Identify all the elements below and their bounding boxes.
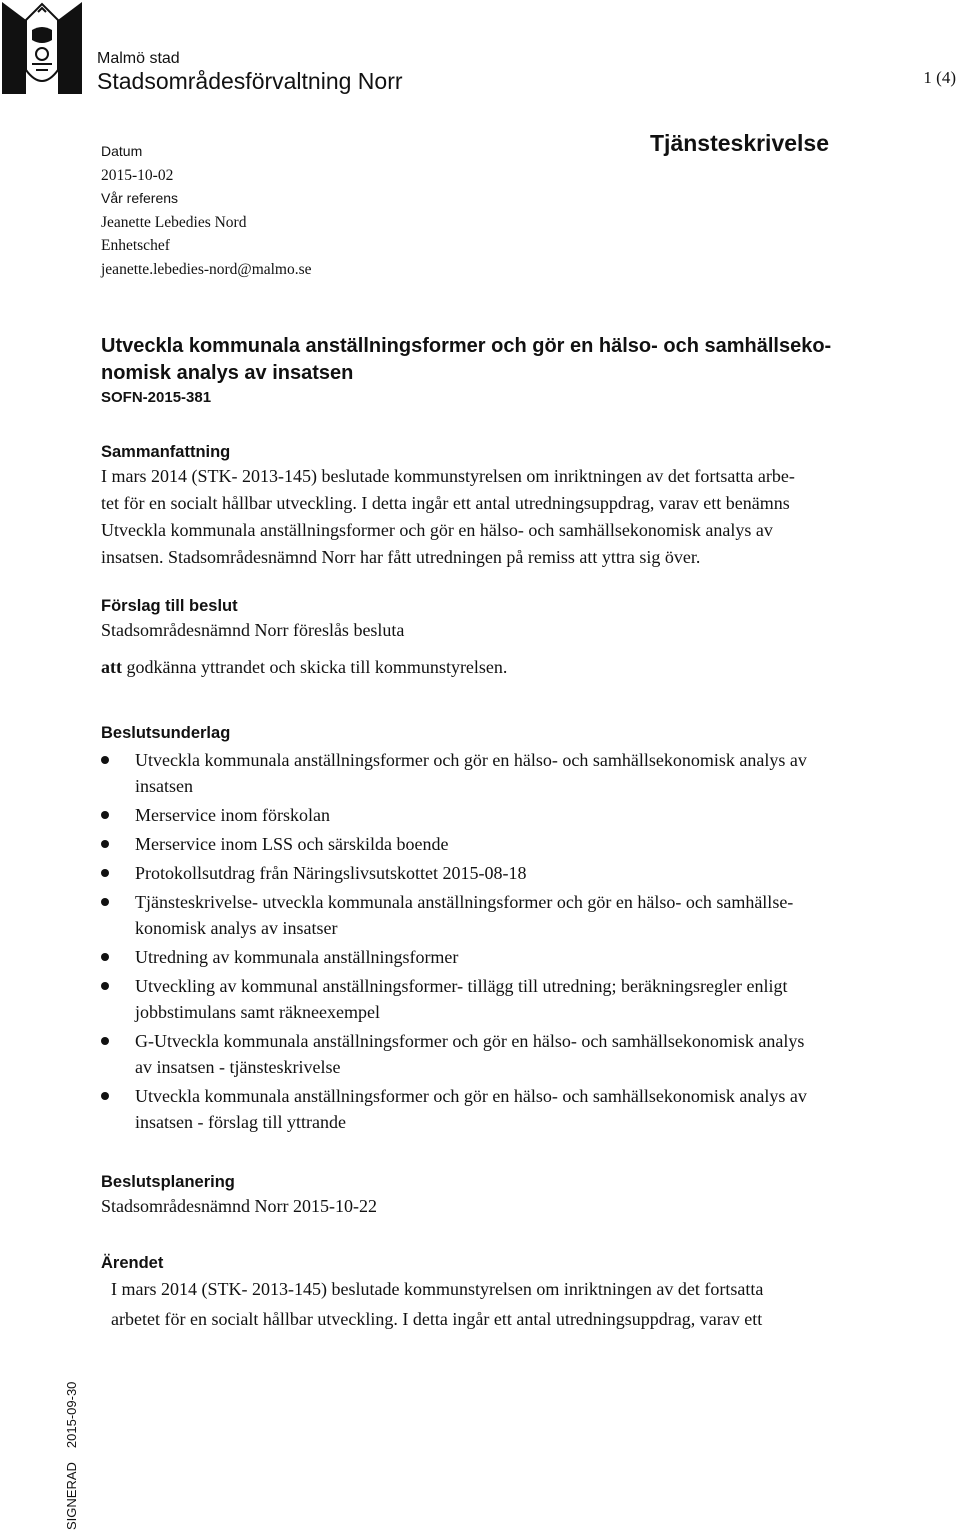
bullet-icon xyxy=(101,869,109,877)
list-item-line: jobbstimulans samt räkneexempel xyxy=(135,1002,380,1022)
list-item-line: konomisk analys av insatser xyxy=(135,918,338,938)
bullet-icon xyxy=(101,1092,109,1100)
summary-heading: Sammanfattning xyxy=(101,443,231,461)
list-item-line: Merservice inom förskolan xyxy=(135,805,330,825)
bullet-icon xyxy=(101,982,109,990)
list-item xyxy=(101,1083,946,1135)
list-item xyxy=(101,973,946,1025)
date-label: Datum xyxy=(101,143,143,159)
matter-line: I mars 2014 (STK- 2013-145) beslutade kommunstyrelsen om inriktningen av det fortsatta xyxy=(111,1279,764,1299)
signed-date: 2015-09-30 xyxy=(64,1381,79,1449)
summary-line: tet för en socialt hållbar utveckling. I detta ingår ett antal utredningsuppdrag, varav ett benämns xyxy=(101,493,790,513)
reference-title: Enhetschef xyxy=(101,237,170,254)
list-item xyxy=(101,747,946,799)
bullet-icon xyxy=(101,953,109,961)
document-type: Tjänsteskrivelse xyxy=(650,130,830,156)
bullet-icon xyxy=(101,811,109,819)
proposal-decision xyxy=(101,654,941,681)
list-item xyxy=(101,1028,946,1080)
list-item xyxy=(101,944,946,970)
matter-heading: Ärendet xyxy=(101,1254,164,1272)
page-number: 1 (4) xyxy=(923,68,956,87)
list-item-line: Utveckla kommunala anställningsformer och gör en hälso- och samhällsekonomisk analys av xyxy=(135,1086,807,1106)
bullet-icon xyxy=(101,1037,109,1045)
organization-name: Stadsområdesförvaltning Norr xyxy=(97,68,403,94)
list-item-line: av insatsen - tjänsteskrivelse xyxy=(135,1057,341,1077)
reference-label: Vår referens xyxy=(101,190,179,206)
list-item-line: Merservice inom LSS och särskilda boende xyxy=(135,834,449,854)
malmo-logo xyxy=(2,0,82,94)
decision-planning-line: Stadsområdesnämnd Norr 2015-10-22 xyxy=(101,1196,377,1216)
reference-email: jeanette.lebedies-nord@malmo.se xyxy=(101,260,312,278)
list-item-line: Utveckling av kommunal anställningsformer- tillägg till utredning; beräkningsregler enligt xyxy=(135,976,788,996)
list-item-line: G-Utveckla kommunala anställningsformer och gör en hälso- och samhällsekonomisk analys xyxy=(135,1031,805,1051)
document-title xyxy=(101,333,931,387)
proposal-section xyxy=(101,595,941,681)
list-item xyxy=(101,802,946,828)
decision-text: godkänna yttrandet och skicka till kommunstyrelsen. xyxy=(122,657,508,677)
list-item-line: Utveckla kommunala anställningsformer och gör en hälso- och samhällsekonomisk analys av xyxy=(135,750,807,770)
decision-basis-heading-wrap xyxy=(101,722,941,744)
title-line: Utveckla kommunala anställningsformer och gör en hälso- och samhällseko- xyxy=(101,335,832,357)
list-item-line: insatsen xyxy=(135,776,193,796)
bullet-icon xyxy=(101,756,109,764)
list-item-line: Utredning av kommunala anställningsformer xyxy=(135,947,459,967)
summary-line: Utveckla kommunala anställningsformer och gör en hälso- och samhällsekonomisk analys av xyxy=(101,520,773,540)
list-item xyxy=(101,889,946,941)
case-number: SOFN-2015-381 xyxy=(101,389,212,406)
proposal-heading: Förslag till beslut xyxy=(101,597,238,615)
att-keyword: att xyxy=(101,657,122,677)
list-item-line: Protokollsutdrag från Näringslivsutskottet 2015-08-18 xyxy=(135,863,527,883)
matter-section xyxy=(101,1252,941,1334)
decision-basis-list xyxy=(101,747,946,1138)
title-line: nomisk analys av insatsen xyxy=(101,362,354,384)
bullet-icon xyxy=(101,898,109,906)
date-value: 2015-10-02 xyxy=(101,166,174,184)
list-item-line: insatsen - förslag till yttrande xyxy=(135,1112,346,1132)
matter-line: arbetet för en socialt hållbar utveckling. I detta ingår ett antal utredningsuppdrag, varav ett xyxy=(111,1309,763,1329)
list-item xyxy=(101,831,946,857)
summary-line: I mars 2014 (STK- 2013-145) beslutade kommunstyrelsen om inriktningen av det fortsatta arbe- xyxy=(101,466,795,486)
decision-basis-heading: Beslutsunderlag xyxy=(101,724,231,742)
summary-text xyxy=(101,463,941,571)
matter-text xyxy=(101,1274,941,1334)
reference-name: Jeanette Lebedies Nord xyxy=(101,213,247,231)
list-item-line: Tjänsteskrivelse- utveckla kommunala anställningsformer och gör en hälso- och samhällse- xyxy=(135,892,794,912)
summary-line: insatsen. Stadsområdesnämnd Norr har fått utredningen på remiss att yttra sig över. xyxy=(101,547,701,567)
proposal-line: Stadsområdesnämnd Norr föreslås besluta xyxy=(101,620,405,640)
organization-city: Malmö stad xyxy=(97,50,180,67)
signed-label: SIGNERAD xyxy=(64,1462,79,1530)
decision-planning-heading: Beslutsplanering xyxy=(101,1173,235,1191)
bullet-icon xyxy=(101,840,109,848)
list-item xyxy=(101,860,946,886)
signed-stamp xyxy=(64,1382,79,1530)
document-meta xyxy=(101,140,312,281)
summary-section xyxy=(101,441,941,571)
decision-planning-section xyxy=(101,1171,941,1220)
